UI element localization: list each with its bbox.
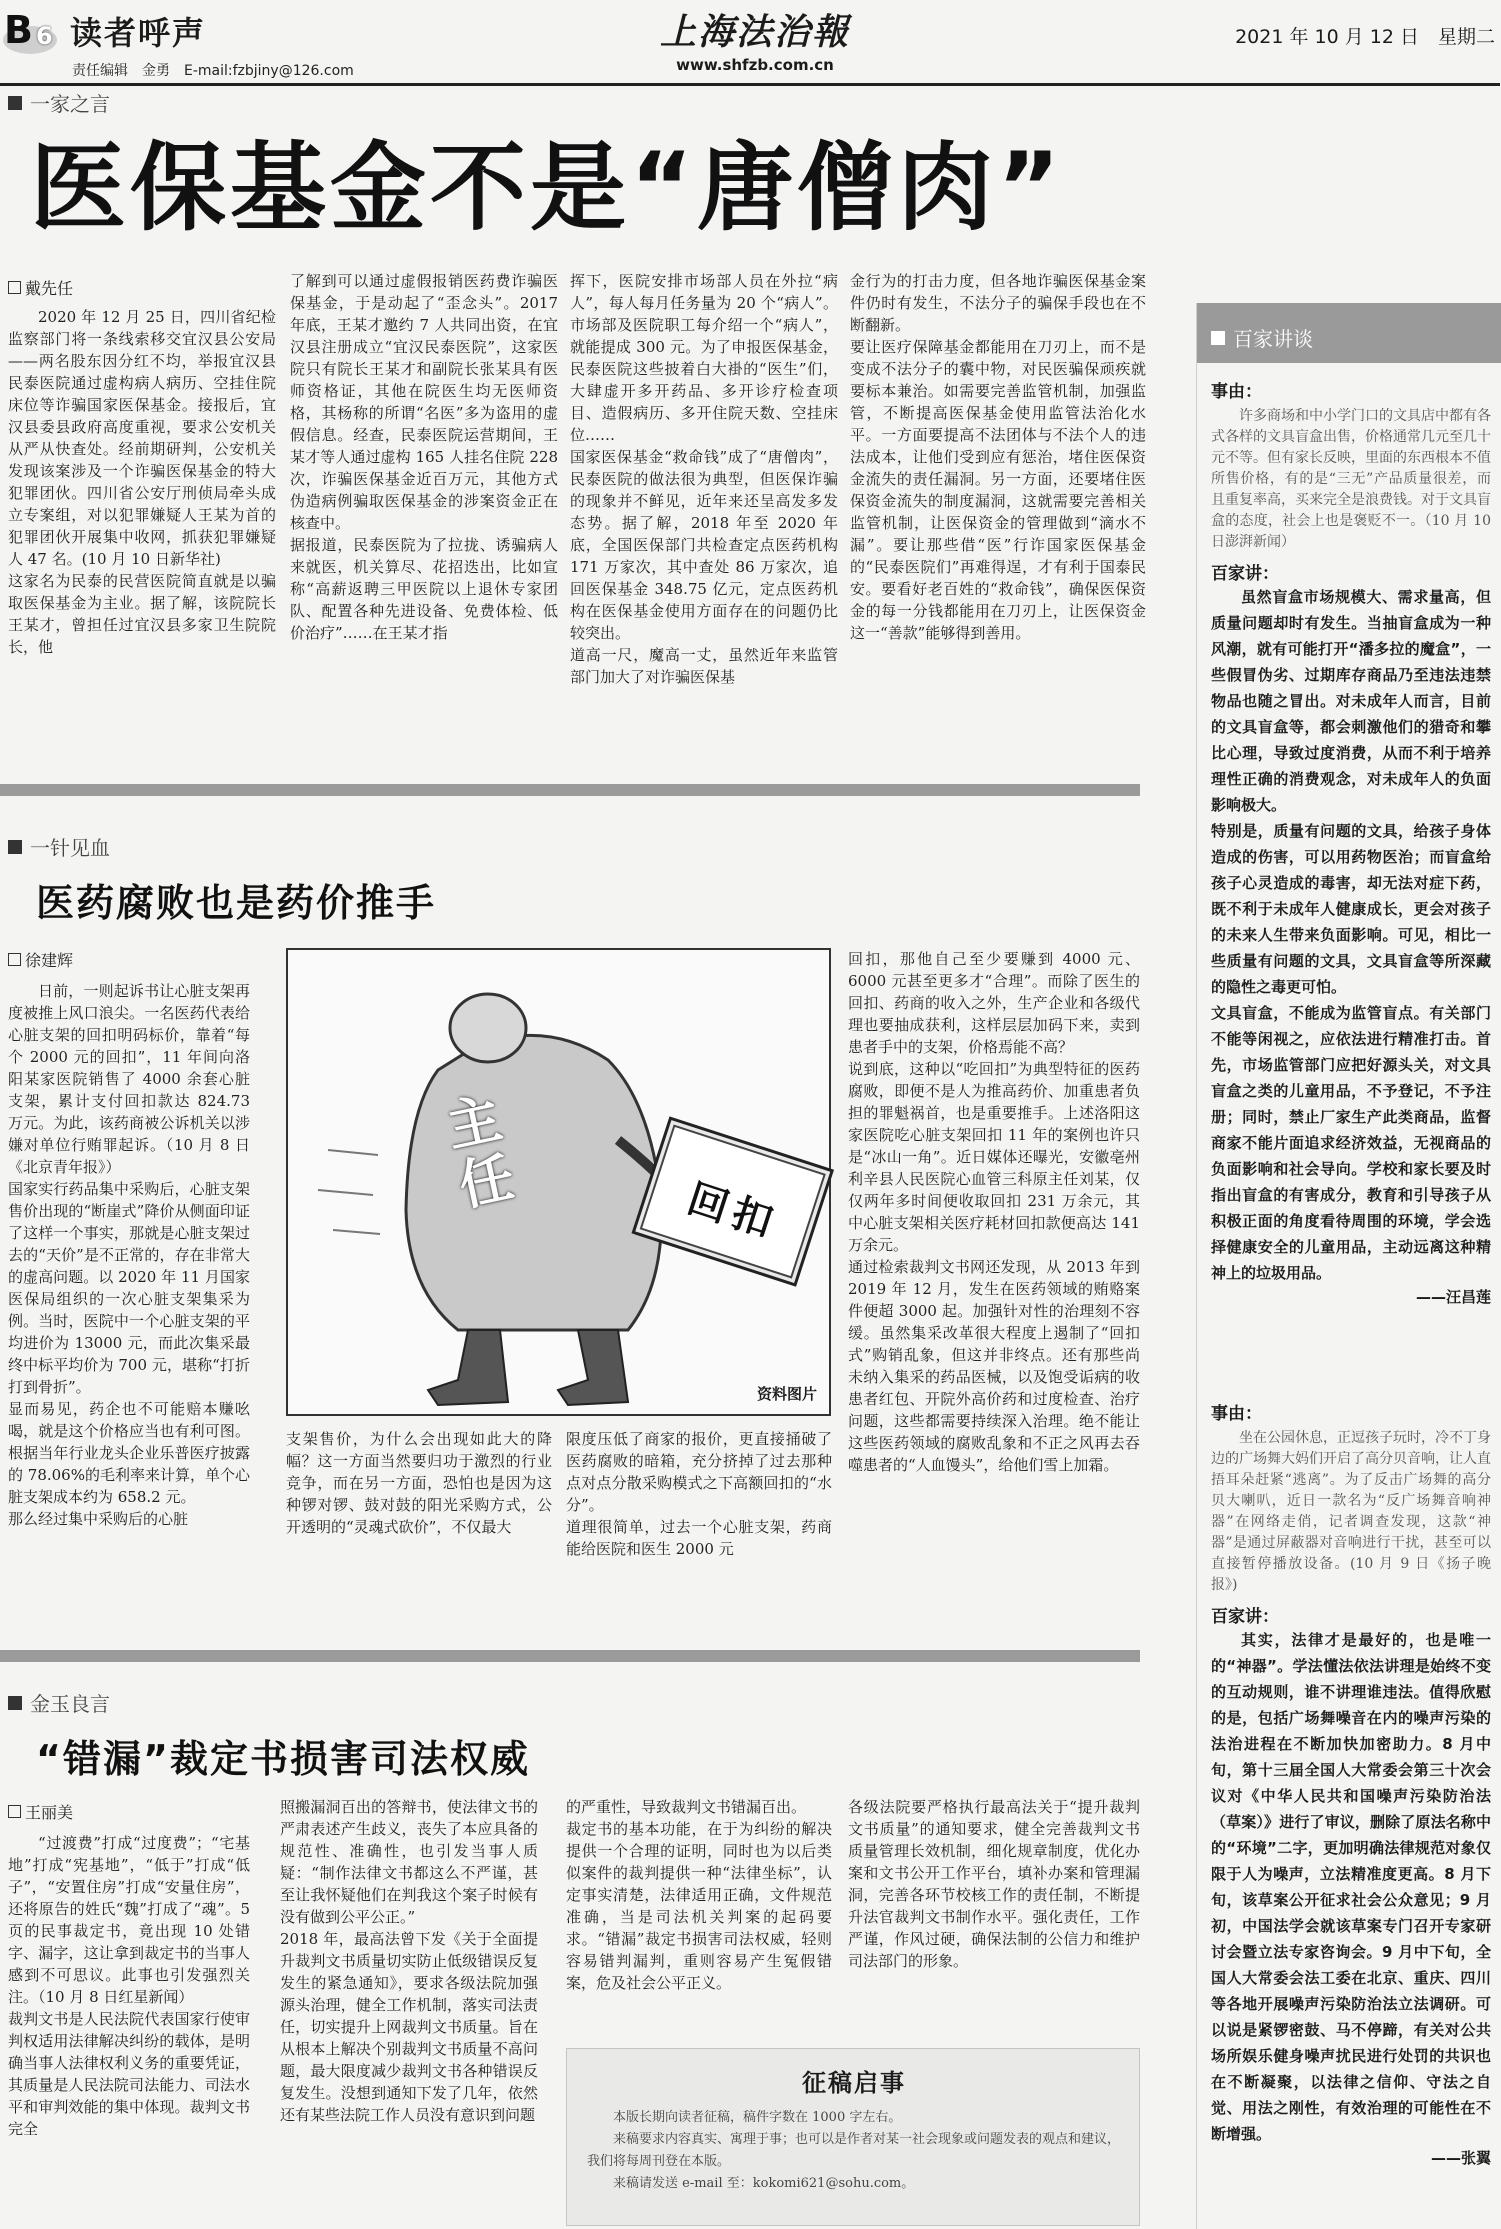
headline: “错漏”裁定书损害司法权威 <box>36 1737 530 1781</box>
article-column-4: 回扣，那他自己至少要赚到 4000 元、6000 元甚至更多才“合理”。而除了医生的回扣、药商的收入之外，生产企业和各级代理也要抽成获利，这样层层加码下来，卖到患者手中的支架，价格焉能不高？ 说到底，这种以“吃回扣”为典型特征的医药腐败，即便不是人为推高药价、加重患者负担的罪魁祸首，也是重要推手。上述洛阳这家医院吃心脏支架回扣 11 年的案例也许只是“冰山一角”。近日媒体还曝光，安徽亳州利辛县人民医院心血管三科原主任刘某，仅仅两年多时间便收取回扣 231 万余元，其中心脏支架相关医疗耗材回扣款便高达 141 万余元。 通过检索裁判文书网还发现，从 2013 年到 2019 年 12 月，发生在医药领域的贿赂案件便超 3000 起。加强针对性的治理刻不容缓。虽然集采改革很大程度上遏制了“回扣式”购销乱象，但这并非终点。还有那些尚未纳入集采的药品医械，以及饱受诟病的收患者红包、开院外高价药和过度检查、治疗问题，这些都需要持续深入治理。绝不能让这些医药领域的腐败乱象和不正之风再去吞噬患者的“人血馒头”，给他们雪上加霜。 <box>848 950 1140 1474</box>
masthead-rule <box>0 83 1500 86</box>
byline-box-icon <box>8 953 21 966</box>
opinion-block <box>1211 377 1491 1307</box>
illustration <box>286 948 831 1416</box>
square-icon <box>1211 331 1225 345</box>
byline-author: 戴先任 <box>25 279 74 298</box>
editor-line: 责任编辑 金勇 E-mail:fzbjiny@126.com <box>72 63 354 79</box>
article-column-2: 支架售价，为什么会出现如此大的降幅？这一方面当然要归功于激烈的行业竞争，而在另一方面，恐怕也是因为这种锣对锣、鼓对鼓的阳光采购方式，公开透明的“灵魂式砍价”，不仅最大 <box>286 1430 552 1536</box>
book-title: 回扣 <box>682 1174 785 1248</box>
page-number-badge <box>2 8 58 58</box>
page-letter: B <box>4 8 33 52</box>
column-label <box>8 88 110 117</box>
article-column-1: 2020 年 12 月 25 日，四川省纪检监察部门将一条线索移交宜汉县公安局——两名股东因分红不均，举报宜汉县民泰医院通过虚构病人病历、空挂住院床位等诈骗国家医保基金。接报后，宜汉县委县政府高度重视，要求公安机关从严从快查处。经前期研判，公安机关发现该案涉及一个诈骗医保基金的特大犯罪团伙。四川省公安厅刑侦局牵头成立专案组，对以犯罪嫌疑人王某为首的犯罪团伙开展集中收网，抓获犯罪嫌疑人 47 名。(10 月 10 日新华社) 这家名为民泰的民营医院简直就是以骗取医保基金为主业。据了解，该院院长王某才，曾担任过宜汉县多家卫生院院长，他 <box>8 308 276 656</box>
comment-label: 百家讲： <box>1211 564 1279 584</box>
illustration-caption: 资料图片 <box>756 1385 817 1403</box>
article-column-4: 金行为的打击力度，但各地诈骗医保基金案件仍时有发生，不法分子的骗保手段也在不断翻新。 要让医疗保障基金都能用在刀刃上，而不是变成不法分子的囊中物，对民医骗保顽疾就要标本兼治。如需要完善监管机制，加强监管，不断提高医保基金使用监管法治化水平。一方面要提高不法团体与不法个人的违法成本，让他们受到应有惩治，堵住医保资金流失的责任漏洞。另一方面，还要堵住医保资金流失的制度漏洞，这就需要完善相关监管机制，让医保资金的管理做到“滴水不漏”。要让那些借“医”行诈国家医保基金的“民泰医院们”再难得逞，才有利于国泰民安。要看好老百姓的“救命钱”，确保医保资金的每一分钱都能用在刀刃上，让医保资金这一“善款”能够得到善用。 <box>850 272 1146 642</box>
article-column-3: 限度压低了商家的报价，更直接捅破了医药腐败的暗箱，充分挤掉了过去那种点对点分散采购模式之下高额回扣的“水分”。 道理很简单，过去一个心脏支架，药商能给医院和医生 2000 元 <box>566 1430 832 1558</box>
notice-line: 来稿要求内容真实、寓理于事；也可以是作者对某一社会现象或问题发表的观点和建议，我们将每周刊登在本版。 <box>587 2132 1121 2169</box>
sidebar-column-label <box>1211 323 1313 352</box>
sidebar-opinions <box>1196 303 1500 2229</box>
byline-box-icon <box>8 1805 21 1818</box>
column-label <box>8 1688 110 1717</box>
article-column-3: 挥下，医院安排市场部人员在外拉“病人”，每人每月任务量为 20 个“病人”。市场部及医院职工每介绍一个“病人”，就能提成 300 元。为了申报医保基金，民泰医院这些披着白大褂的“医生”们，大肆虚开多开药品、多开诊疗检查项目、造假病历、多开住院天数、空挂床位…… 国家医保基金“救命钱”成了“唐僧肉”，民泰医院的做法很为典型，但医保诈骗的现象并不鲜见，近年来还呈高发多发态势。据了解，2018 年至 2020 年底，全国医保部门共检查定点医药机构 171 万家次，其中查处 86 万家次，追回医保基金 348.75 亿元，定点医药机构在医保基金使用方面存在的问题仍比较突出。 道高一尺，魔高一丈，虽然近年来监管部门加大了对诈骗医保基 <box>570 272 838 686</box>
opinion-block <box>1211 1399 1491 2168</box>
column-label-text: 一针见血 <box>30 836 110 860</box>
notice-line: 本版长期向读者征稿，稿件字数在 1000 字左右。 <box>613 2110 902 2125</box>
headline: 医药腐败也是药价推手 <box>36 881 437 925</box>
byline <box>8 948 73 971</box>
notice-body <box>587 2107 1121 2195</box>
column-label-text: 一家之言 <box>30 92 110 116</box>
article-column-2: 照搬漏洞百出的答辩书，使法律文书的严肃表述产生歧义，丧失了本应具备的规范性、准确性，也引发当事人质疑：“制作法律文书都这么不严谨，甚至让我怀疑他们在判我这个案子时候有没有做到公平公正。” 2018 年，最高法曾下发《关于全面提升裁判文书质量切实防止低级错误反复发生的紧急通知》，要求各级法院加强源头治理，健全工作机制，落实司法责任，切实提升上网裁判文书质量。旨在从根本上解决个别裁判文书质量不高问题，最大限度减少裁判文书各种错误反复发生。没想到通知下发了几年，依然还有某些法院工作人员没有意识到问题 <box>280 1798 538 2124</box>
article-column-4: 各级法院要严格执行最高法关于“提升裁判文书质量”的通知要求，健全完善裁判文书质量管理长效机制，细化规章制度，优化办案和文书公开工作平台，填补办案和管理漏洞，完善各环节校核工作的责任制，不断提升法官裁判文书制作水平。强化责任，工作严谨，作风过硬，确保法制的公信力和维护司法部门的形象。 <box>848 1798 1140 1970</box>
comment-label: 百家讲： <box>1211 1607 1279 1627</box>
comment-signature: ——张翼 <box>1430 2149 1491 2167</box>
byline-box-icon <box>8 281 21 294</box>
website: www.shfzb.com.cn <box>676 56 834 74</box>
notice-line: 来稿请发送 e-mail 至：kokomi621@sohu.com。 <box>613 2176 915 2191</box>
article-column-1: 日前，一则起诉书让心脏支架再度被推上风口浪尖。一名医药代表给心脏支架的回扣明码标价，靠着“每个 2000 元的回扣”，11 年间向洛阳某家医院销售了 4000 余套心脏支架，累计支付回扣款达 824.73 万元。为此，该药商被公诉机关以涉嫌对单位行贿罪起诉。（10 月 8 日《北京青年报》） 国家实行药品集中采购后，心脏支架售价出现的“断崖式”降价从侧面印证了这样一个事实，那就是心脏支架过去的“天价”是不正常的，存在非常大的虚高问题。以 2020 年 11 月国家医保局组织的一次心脏支架集采为例。当时，医院中一个心脏支架的平均进价为 13000 元，而此次集采最终中标平均价为 700 元，堪称“打折打到骨折”。 显而易见，药企也不可能赔本赚吆喝，就是这个价格应当也有利可图。根据当年行业龙头企业乐普医疗披露的 78.06%的毛利率来计算，单个心脏支架成本约为 658.2 元。 那么经过集中采购后的心脏 <box>8 982 250 1528</box>
byline <box>8 1800 73 1823</box>
headline: 医保基金不是“唐僧肉” <box>30 132 1065 244</box>
notice-title: 征稿启事 <box>802 2069 906 2097</box>
section-title: 读者呼声 <box>70 14 207 52</box>
call-for-submissions-box <box>566 2048 1140 2226</box>
back-text: 主任 <box>440 1085 520 1218</box>
masthead <box>0 0 1500 82</box>
column-label <box>8 832 110 861</box>
case-text: 许多商场和中小学门口的文具店中都有各式各样的文具盲盒出售，价格通常几元至几十元不等。但有家长反映，里面的东西根本不值所售价格，有的是“三无”产品质量很差，而且重复率高，买来完全是浪费钱。对于文具盲盒的态度，社会上也是褒贬不一。（10 月 10 日澎湃新闻） <box>1211 408 1491 550</box>
square-icon <box>8 1696 22 1710</box>
comment-text: 虽然盲盒市场规模大、需求量高，但质量问题却时有发生。当抽盲盒成为一种风潮，就有可能打开“潘多拉的魔盒”，一些假冒伪劣、过期库存商品乃至违法违禁物品也随之冒出。对未成年人而言，目前的文具盲盒等，都会刺激他们的猎奇和攀比心理，导致过度消费，从而不利于培养理性正确的消费观念，对未成年人的负面影响极大。 特别是，质量有问题的文具，给孩子身体造成的伤害，可以用药物医治；而盲盒给孩子心灵造成的毒害，却无法对症下药，既不利于未成年人健康成长，更会对孩子的未来人生带来负面影响。可见，相比一些质量有问题的文具，文具盲盒等所深藏的隐性之毒更可怕。 文具盲盒，不能成为监管盲点。有关部门不能等闲视之，应依法进行精准打击。首先，市场监管部门应把好源头关，对文具盲盒之类的儿童用品，不予登记，不予注册；同时，禁止厂家生产此类商品，监督商家不能片面追求经济效益，无视商品的负面影响和社会导向。学校和家长要及时指出盲盒的有害成分，教育和引导孩子从积极正面的角度看待周围的环境，学会选择健康安全的儿童用品，主动远离这种精神上的垃圾用品。 <box>1211 588 1491 1282</box>
comment-text: 其实，法律才是最好的，也是唯一的“神器”。学法懂法依法讲理是始终不变的互动规则，谁不讲理谁违法。值得欣慰的是，包括广场舞噪音在内的噪声污染的法治进程在不断加快加密助力。8 月中旬，第十三届全国人大常委会第三十次会议对《中华人民共和国噪声污染防治法（草案）》进行了审议，删除了原法名称中的“环境”二字，更加明确法律规范对象仅限于人为噪声，立法精准度更高。8 月下旬，该草案公开征求社会公众意见；9 月初，中国法学会就该草案专门召开专家研讨会暨立法专家咨询会。9 月中下旬，全国人大常委会法工委在北京、重庆、四川等各地开展噪声污染防治法立法调研。可以说是紧锣密鼓、马不停蹄，有关对公共场所娱乐健身噪声扰民进行处罚的共识也在不断凝聚，以法律之信仰、守法之自觉、用法之刚性，有效治理的可能性在不断增强。 <box>1211 1631 1491 2143</box>
case-text: 坐在公园休息，正逗孩子玩时，冷不丁身边的广场舞大妈们开启了高分贝音响，让人直捂耳朵赶紧“逃离”。为了反击广场舞的高分贝大喇叭，近日一款名为“反广场舞音响神器”在网络走俏，记者调查发现，这款“神器”是通过屏蔽器对音响进行干扰，甚至可以直接暂停播放设备。(10 月 9 日《扬子晚报》) <box>1211 1430 1491 1593</box>
square-icon <box>8 840 22 854</box>
sidebar-column-label-text: 百家讲谈 <box>1233 327 1313 351</box>
section-divider <box>0 1650 1140 1662</box>
article-column-2: 了解到可以通过虚假报销医药费诈骗医保基金，于是动起了“歪念头”。2017 年底，王某才邀约 7 人共同出资，在宜汉县注册成立“宜汉民泰医院”，这家医院只有院长王某才和副院长张某具有医师资格证，其他在院医生均无医师资格，其杨称的所谓“名医”多为盗用的虚假信息。经查，民泰医院运营期间，王某才等人通过虚构 165 人挂名住院 228 次，诈骗医保基金近百万元，其他方式伪造病例骗取医保基金的涉案资金正在核查中。 据报道，民泰医院为了拉拢、诱骗病人来就医，机关算尽、花招迭出，比如宣称“高薪返聘三甲医院以上退休专家团队、配置各种先进设备、免费体检、低价治疗”……在王某才指 <box>290 272 558 642</box>
issue-date: 2021 年 10 月 12 日 星期二 <box>1235 26 1495 48</box>
case-label: 事由： <box>1211 1404 1262 1424</box>
column-label-text: 金玉良言 <box>30 1692 110 1716</box>
byline-author: 王丽美 <box>25 1803 74 1822</box>
case-label: 事由： <box>1211 382 1262 402</box>
section-divider <box>0 784 1140 796</box>
page-number: 6 <box>36 22 53 50</box>
byline <box>8 276 73 299</box>
article-column-1: “过渡费”打成“过度费”；“宅基地”打成“宪基地”，“低于”打成“低子”，“安置住房”打成“安量住房”，还将原告的姓氏“魏”打成了“魂”。5 页的民事裁定书，竟出现 10 处错字、漏字，这让拿到裁定书的当事人感到不可思议。此事也引发强烈关注。（10 月 8 日红星新闻） 裁判文书是人民法院代表国家行使审判权适用法律解决纠纷的载体，是明确当事人法律权利义务的重要凭证，其质量是人民法院司法能力、司法水平和审判效能的集中体现。裁判文书完全 <box>8 1834 250 2138</box>
article-column-3: 的严重性，导致裁判文书错漏百出。 裁定书的基本功能，在于为纠纷的解决提供一个合理的证明，同时也为以后类似案件的裁判提供一种“法律坐标”，认定事实清楚，法律适用正确，文件规范准确，当是司法机关判案的起码要求。“错漏”裁定书损害司法权威，轻则容易错判漏判，重则容易产生冤假错案，危及社会公平正义。 <box>566 1798 832 1992</box>
square-icon <box>8 96 22 110</box>
byline-author: 徐建辉 <box>25 951 74 970</box>
comment-signature: ——汪昌莲 <box>1415 1288 1491 1306</box>
paper-name: 上海法治報 <box>659 11 850 53</box>
